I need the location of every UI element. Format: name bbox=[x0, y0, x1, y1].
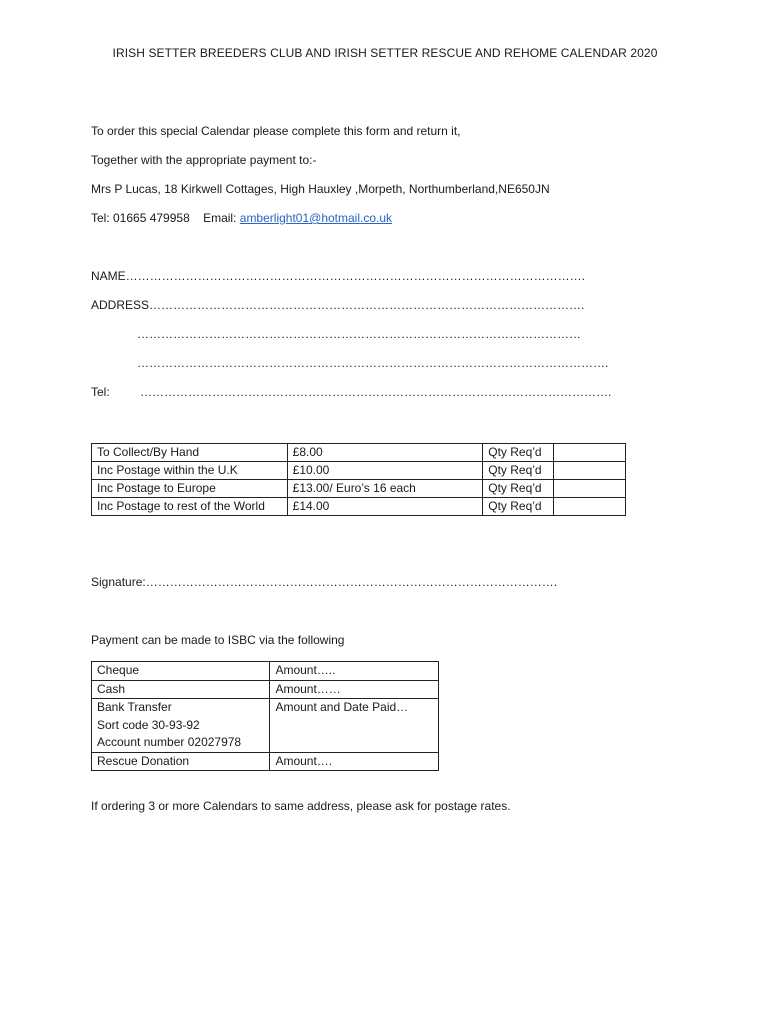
payment-method-label: Cash bbox=[97, 681, 126, 696]
signature-field[interactable]: Signature:…………………………………………………………………………………………. bbox=[91, 575, 558, 589]
payment-amount-cell[interactable]: Amount and Date Paid… bbox=[270, 699, 439, 753]
price-option-cell: Inc Postage within the U.K bbox=[92, 462, 288, 480]
payment-intro: Payment can be made to ISBC via the following bbox=[91, 633, 345, 647]
payment-method-label: Bank Transfer bbox=[97, 700, 172, 714]
payment-method-label: Cheque bbox=[97, 663, 140, 677]
qty-entry-cell[interactable] bbox=[554, 444, 626, 462]
price-value-cell: £10.00 bbox=[287, 462, 483, 480]
bank-detail-line: Sort code 30-93-92 bbox=[97, 717, 200, 732]
qty-entry-cell[interactable] bbox=[554, 480, 626, 498]
price-table-row bbox=[92, 480, 626, 498]
price-value-cell: £8.00 bbox=[287, 444, 483, 462]
qty-label-cell: Qty Req’d bbox=[483, 498, 554, 516]
payment-table-row bbox=[92, 662, 439, 681]
payment-method-cell bbox=[92, 680, 270, 699]
price-table-row bbox=[92, 444, 626, 462]
bank-detail-line: Account number 02027978 bbox=[97, 735, 242, 749]
payment-amount-cell[interactable]: Amount….. bbox=[270, 662, 439, 681]
payment-table-row bbox=[92, 680, 439, 699]
price-value-cell: £13.00/ Euro’s 16 each bbox=[287, 480, 483, 498]
qty-label-cell: Qty Req’d bbox=[483, 480, 554, 498]
payment-method-cell bbox=[92, 752, 270, 771]
intro-line-2: Together with the appropriate payment to:- bbox=[91, 153, 317, 167]
contact-line bbox=[91, 211, 392, 225]
payment-amount-cell[interactable]: Amount…. bbox=[270, 752, 439, 771]
payment-table-row bbox=[92, 699, 439, 753]
payment-amount-cell[interactable]: Amount…… bbox=[270, 680, 439, 699]
footer-note: If ordering 3 or more Calendars to same address, please ask for postage rates. bbox=[91, 799, 511, 813]
price-option-cell: Inc Postage to rest of the World bbox=[92, 498, 288, 516]
name-field[interactable]: NAME……………………………………………………………………………………………………. bbox=[91, 269, 586, 283]
page-title: IRISH SETTER BREEDERS CLUB AND IRISH SETTER RESCUE AND REHOME CALENDAR 2020 bbox=[112, 46, 658, 60]
price-option-cell: To Collect/By Hand bbox=[92, 444, 288, 462]
payment-method-cell bbox=[92, 662, 270, 681]
qty-label-cell: Qty Req’d bbox=[483, 462, 554, 480]
price-value-cell: £14.00 bbox=[287, 498, 483, 516]
email-link[interactable]: amberlight01@hotmail.co.uk bbox=[239, 211, 393, 225]
tel-field-label: Tel: bbox=[91, 385, 110, 399]
tel-and-email-label: Tel: 01665 479958 Email: bbox=[91, 211, 240, 225]
address-field-line-2[interactable]: ………………………………………………………………………………………………… bbox=[137, 327, 581, 341]
price-table-row bbox=[92, 462, 626, 480]
tel-field[interactable]: ………………………………………………………………………………………………………. bbox=[140, 385, 612, 399]
price-table-row bbox=[92, 498, 626, 516]
payment-table bbox=[91, 661, 439, 771]
payment-method-label: Rescue Donation bbox=[97, 753, 190, 768]
payment-table-row bbox=[92, 752, 439, 771]
intro-line-1: To order this special Calendar please complete this form and return it, bbox=[91, 124, 461, 138]
payment-method-cell bbox=[92, 699, 270, 753]
qty-entry-cell[interactable] bbox=[554, 462, 626, 480]
qty-entry-cell[interactable] bbox=[554, 498, 626, 516]
postal-address: Mrs P Lucas, 18 Kirkwell Cottages, High Hauxley ,Morpeth, Northumberland,NE650JN bbox=[91, 182, 550, 196]
price-table bbox=[91, 443, 626, 516]
address-field-line-3[interactable]: ………………………………………………………………………………………………………. bbox=[137, 356, 609, 370]
price-option-cell: Inc Postage to Europe bbox=[92, 480, 288, 498]
address-field[interactable]: ADDRESS………………………………………………………………………………………………. bbox=[91, 298, 585, 312]
qty-label-cell: Qty Req’d bbox=[483, 444, 554, 462]
